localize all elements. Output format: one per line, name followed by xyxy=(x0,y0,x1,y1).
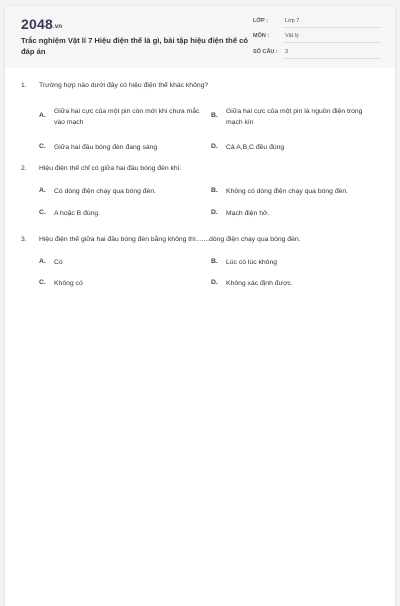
meta-count-value: 3 xyxy=(285,49,289,55)
worksheet-title: Trắc nghiệm Vật lí 7 Hiệu điện thế là gì, bài tập hiệu điện thế có đáp án xyxy=(21,36,249,56)
option-letter: A. xyxy=(39,187,46,194)
question-text: Hiệu điện thế chỉ có giữa hai đầu bóng đèn khi: xyxy=(39,165,182,172)
option-letter: C. xyxy=(39,279,46,286)
meta-subject-value: Vật lý xyxy=(285,33,299,39)
option-text: Cả A,B,C đều đúng xyxy=(226,144,285,151)
meta-divider xyxy=(283,58,381,59)
option-letter: B. xyxy=(211,258,218,265)
meta-divider xyxy=(283,42,381,43)
meta-subject xyxy=(253,31,381,44)
option-text: Không có dòng điện chạy qua bóng đèn. xyxy=(226,188,349,195)
option-letter: A. xyxy=(39,112,46,119)
meta-grade-value: Lớp 7 xyxy=(285,18,300,24)
logo-sub-text: .vn xyxy=(52,24,63,30)
option-text: Không có xyxy=(54,280,83,287)
question-number: 1. xyxy=(21,82,27,89)
option-letter: C. xyxy=(39,143,46,150)
question-number: 3. xyxy=(21,236,27,243)
option-text: Giữa hai cực của một pin còn mới khi chưa mắc vào mạch xyxy=(54,108,200,126)
option-letter: D. xyxy=(211,209,218,216)
option-text: Mạch điện hở. xyxy=(226,210,270,217)
option-text: Giữa hai đầu bóng đèn đang sáng xyxy=(54,144,158,151)
option-letter: B. xyxy=(211,112,218,119)
option-text: Có xyxy=(54,259,63,266)
option-text: Lúc có lúc không xyxy=(226,259,278,266)
worksheet-page xyxy=(5,6,395,606)
option-letter: D. xyxy=(211,143,218,150)
question-number: 2. xyxy=(21,165,27,172)
option-letter: C. xyxy=(39,209,46,216)
question-text: Hiệu điện thế giữa hai đầu bóng đèn bằng không thì.......dòng điện chạy qua bóng đèn. xyxy=(39,236,301,243)
question-text: Trường hợp nào dưới đây có hiệu điện thế khác không? xyxy=(39,82,209,89)
meta-divider xyxy=(283,27,381,28)
option-text: Giữa hai cực của một pin là nguồn điện trong mạch kín xyxy=(226,108,363,126)
meta-grade xyxy=(253,16,381,29)
site-logo[interactable] xyxy=(21,16,62,32)
meta-count-label: SỐ CÂU : xyxy=(253,49,278,55)
meta-question-count xyxy=(253,47,381,60)
option-letter: D. xyxy=(211,279,218,286)
meta-subject-label: MÔN : xyxy=(253,33,270,39)
worksheet-header xyxy=(5,6,395,68)
meta-grade-label: LỚP : xyxy=(253,18,268,24)
option-letter: B. xyxy=(211,187,218,194)
option-letter: A. xyxy=(39,258,46,265)
logo-main-text: 2048 xyxy=(21,16,53,32)
option-text: A hoặc B đúng. xyxy=(54,210,101,217)
option-text: Có dòng điện chạy qua bóng đèn. xyxy=(54,188,157,195)
option-text: Không xác định được. xyxy=(226,280,293,287)
